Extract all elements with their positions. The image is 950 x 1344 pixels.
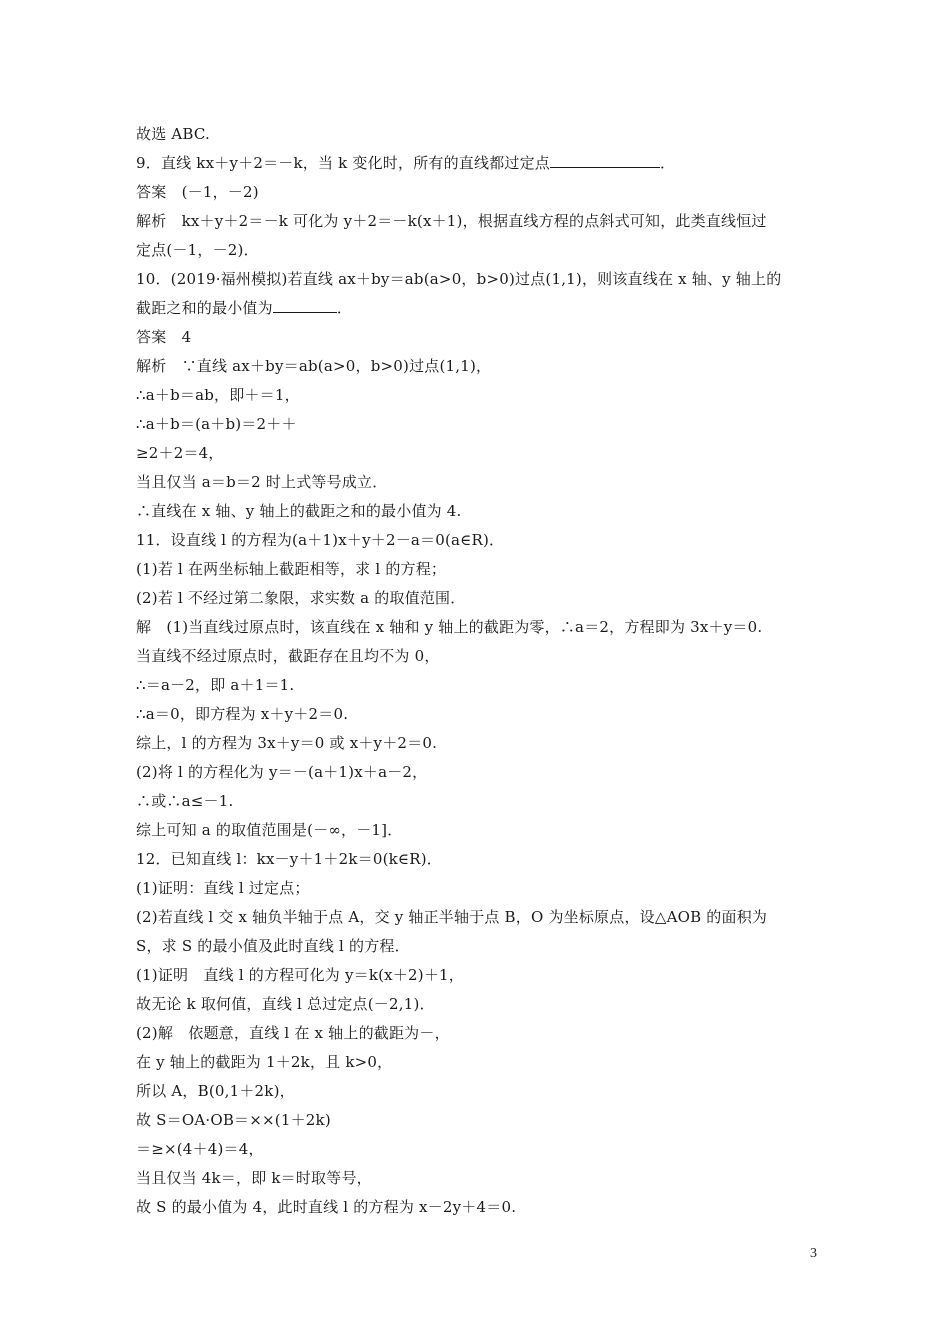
- text-line: ＝≥×(4＋4)＝4，: [136, 1140, 264, 1158]
- text-line: (2)若直线 l 交 x 轴负半轴于点 A，交 y 轴正半轴于点 B，O 为坐标原点，设△AOB 的面积为: [136, 908, 768, 926]
- text-line: (1)证明：直线 l 过定点；: [136, 879, 310, 897]
- text-line: ∴a＝0，即方程为 x＋y＋2＝0.: [136, 705, 349, 723]
- text-line: 综上，l 的方程为 3x＋y＝0 或 x＋y＋2＝0.: [136, 734, 438, 752]
- text-line: 当且仅当 4k＝，即 k＝时取等号，: [136, 1169, 372, 1187]
- text-line: (1)证明 直线 l 的方程可化为 y＝k(x＋2)＋1，: [136, 966, 464, 984]
- answer-blank: [550, 153, 660, 168]
- text-line: 解析 ∵直线 ax＋by＝ab(a>0，b>0)过点(1,1)，: [136, 357, 492, 375]
- text-line: ≥2＋2＝4，: [136, 444, 224, 462]
- text-line: ∴或∴a≤－1.: [136, 792, 234, 810]
- question-9-line: [136, 153, 675, 173]
- text-line: (2)若 l 不经过第二象限，求实数 a 的取值范围．: [136, 589, 466, 607]
- text-line: 当且仅当 a＝b＝2 时上式等号成立．: [136, 473, 388, 491]
- text-line: 答案 (－1，－2): [136, 183, 259, 201]
- text-line: 所以 A，B(0,1＋2k)，: [136, 1082, 295, 1100]
- text-line: 解析 kx＋y＋2＝－k 可化为 y＋2＝－k(x＋1)，根据直线方程的点斜式可知，此类直线恒过: [136, 212, 767, 230]
- text-line: 故无论 k 取何值，直线 l 总过定点(－2,1)．: [136, 995, 435, 1013]
- text-line: 故 S＝OA·OB＝××(1＋2k): [136, 1111, 331, 1129]
- text-line: 当直线不经过原点时，截距存在且均不为 0，: [136, 647, 440, 665]
- text-line: 11．设直线 l 的方程为(a＋1)x＋y＋2－a＝0(a∈R)．: [136, 531, 505, 549]
- blank-end-punct: ．: [336, 299, 353, 317]
- question-9-text: 9．直线 kx＋y＋2＝－k，当 k 变化时，所有的直线都过定点: [136, 154, 550, 172]
- text-line: 12．已知直线 l：kx－y＋1＋2k＝0(k∈R)．: [136, 850, 442, 868]
- text-line: ∴a＋b＝(a＋b)＝2＋＋: [136, 415, 297, 433]
- text-line: ∴＝a－2，即 a＋1＝1.: [136, 676, 295, 694]
- text-line: ∴a＋b＝ab，即＋＝1，: [136, 386, 300, 404]
- text-line: 综上可知 a 的取值范围是(－∞，－1]．: [136, 821, 403, 839]
- text-line: S，求 S 的最小值及此时直线 l 的方程．: [136, 937, 410, 955]
- page-number: 3: [810, 1246, 817, 1261]
- blank-end-punct: ．: [660, 154, 676, 172]
- text-line: 答案 4: [136, 328, 192, 346]
- text-line: 故选 ABC.: [136, 125, 211, 143]
- answer-blank: [273, 298, 337, 313]
- question-10-line: [136, 298, 352, 318]
- text-line: 故 S 的最小值为 4，此时直线 l 的方程为 x－2y＋4＝0.: [136, 1198, 517, 1216]
- text-line: (2)将 l 的方程化为 y＝－(a＋1)x＋a－2，: [136, 763, 428, 781]
- text-line: (1)若 l 在两坐标轴上截距相等，求 l 的方程；: [136, 560, 447, 578]
- text-line: 解 (1)当直线过原点时，该直线在 x 轴和 y 轴上的截距为零，∴a＝2，方程即为 3x＋y＝0.: [136, 618, 763, 636]
- text-line: 定点(－1，－2)．: [136, 241, 259, 259]
- text-line: (2)解 依题意，直线 l 在 x 轴上的截距为－，: [136, 1024, 450, 1042]
- text-line: 10．(2019·福州模拟)若直线 ax＋by＝ab(a>0，b>0)过点(1,1)，则该直线在 x 轴、y 轴上的: [136, 270, 782, 288]
- text-line: ∴直线在 x 轴、y 轴上的截距之和的最小值为 4.: [136, 502, 462, 520]
- text-line: 在 y 轴上的截距为 1＋2k，且 k>0，: [136, 1053, 393, 1071]
- question-10-text: 截距之和的最小值为: [136, 299, 273, 317]
